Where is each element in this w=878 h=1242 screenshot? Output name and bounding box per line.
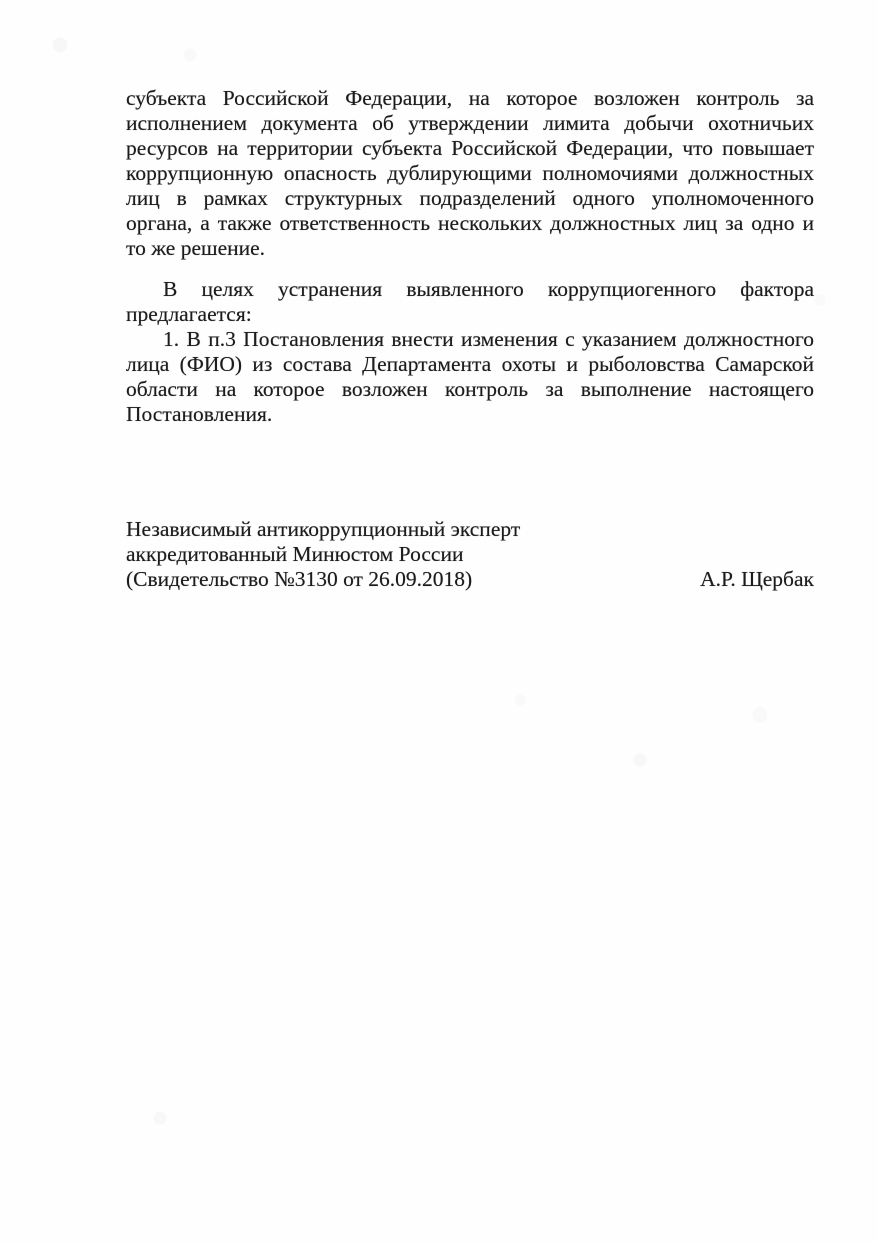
paragraph-continuation: субъекта Российской Федерации, на которое возложен контроль за исполнением документа об утверждении лимита добычи охотничьих ресурсов на территории субъекта Российской Федерации, что повышает коррупционную опасность дублирующими полномочиями должностных лиц в рамках структурных подразделений одного уполномоченного органа, а также ответственность нескольких должностных лиц за одно и то же решение. — [126, 86, 814, 260]
paragraph-proposal-intro: В целях устранения выявленного коррупциогенного фактора предлагается: — [126, 277, 814, 326]
certificate-number: (Свидетельство №3130 от 26.09.2018) — [126, 567, 473, 591]
paragraph-proposal-item: 1. В п.3 Постановления внести изменения с указанием должностного лица (ФИО) из состава Департамента охоты и рыболовства Самарской области на которое возложен контроль за выполнение настоящего Постановления. — [126, 327, 814, 426]
expert-accreditation-line: аккредитованный Минюстом России — [126, 542, 464, 566]
document-body — [126, 86, 814, 592]
signatory-name: А.Р. Щербак — [700, 567, 814, 591]
certificate-and-name-row — [126, 567, 814, 592]
expert-title-line: Независимый антикоррупционный эксперт — [126, 517, 521, 541]
signature-block — [126, 517, 814, 592]
